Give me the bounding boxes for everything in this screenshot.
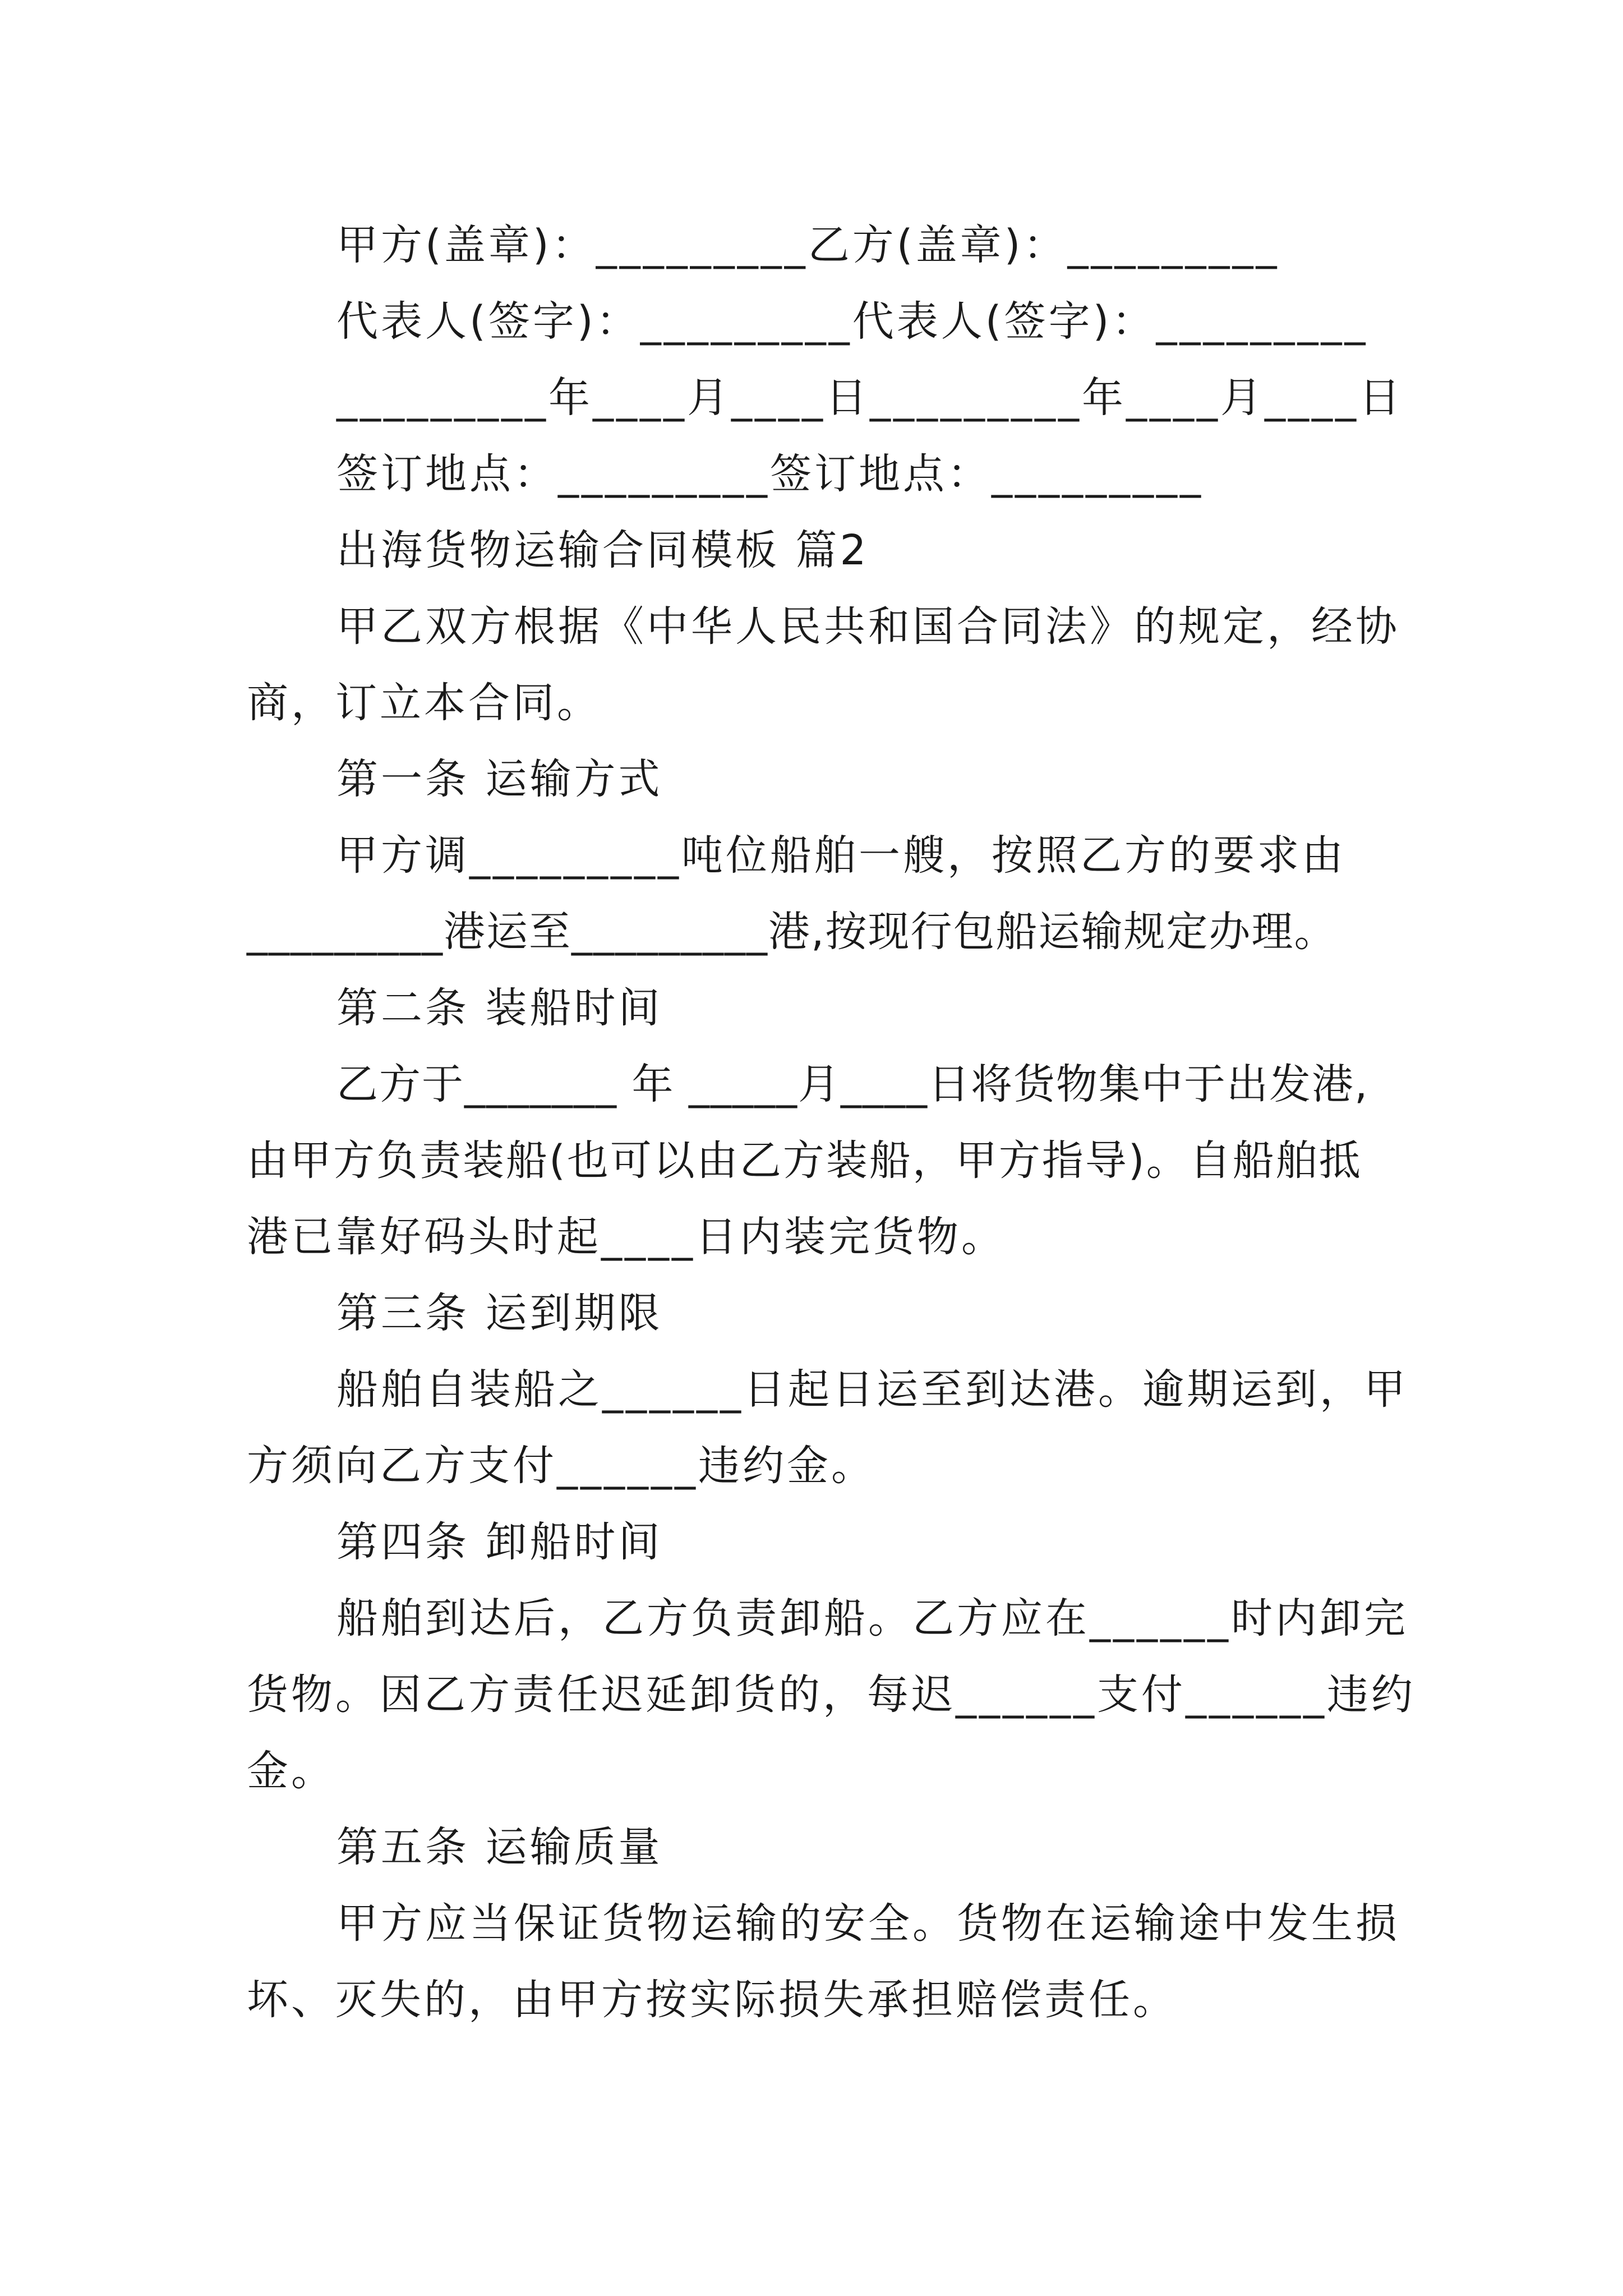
paragraph-line: 船舶自装船之______日起日运至到达港。逾期运到，甲 xyxy=(336,1365,1408,1414)
paragraph-line: 由甲方负责装船(也可以由乙方装船，甲方指导)。自船舶抵 xyxy=(247,1137,1362,1185)
paragraph-line: 货物。因乙方责任迟延卸货的，每迟______支付______违约 xyxy=(247,1671,1415,1719)
paragraph-line: 港已靠好码头时起____日内装完货物。 xyxy=(247,1213,1006,1261)
paragraph-line: 甲方应当保证货物运输的安全。货物在运输途中发生损 xyxy=(336,1899,1400,1948)
paragraph-line: 船舶到达后，乙方负责卸船。乙方应在______时内卸完 xyxy=(336,1594,1408,1642)
paragraph-line: 甲方调_________吨位船舶一艘，按照乙方的要求由 xyxy=(336,831,1346,880)
signature-line-party-seal: 甲方(盖章)：_________乙方(盖章)：_________ xyxy=(336,221,1280,269)
article-heading: 第四条 卸船时间 xyxy=(336,1518,663,1566)
paragraph-line: 坏、灭失的，由甲方按实际损失承担赔偿责任。 xyxy=(247,1976,1177,2024)
paragraph-line: 方须向乙方支付______违约金。 xyxy=(247,1442,875,1490)
paragraph-line: 金。 xyxy=(247,1747,335,1795)
article-heading: 第五条 运输质量 xyxy=(336,1823,663,1871)
signature-line-place: 签订地点：_________签订地点：_________ xyxy=(336,450,1204,498)
paragraph-line: 商，订立本合同。 xyxy=(247,679,601,727)
article-heading: 第一条 运输方式 xyxy=(336,755,663,803)
article-heading: 第二条 装船时间 xyxy=(336,984,663,1032)
paragraph-line: _________港运至_________港,按现行包船运输规定办理。 xyxy=(247,908,1337,956)
paragraph-line: 乙方于_______ 年 _____月____日将货物集中于出发港, xyxy=(336,1060,1369,1108)
section-title: 出海货物运输合同模板 篇2 xyxy=(336,526,869,574)
signature-line-date: _________年____月____日_________年____月____日 xyxy=(336,374,1403,422)
paragraph-line: 甲乙双方根据《中华人民共和国合同法》的规定，经协 xyxy=(336,602,1400,651)
signature-line-representative: 代表人(签字)：_________代表人(签字)：_________ xyxy=(336,297,1368,346)
article-heading: 第三条 运到期限 xyxy=(336,1289,663,1337)
